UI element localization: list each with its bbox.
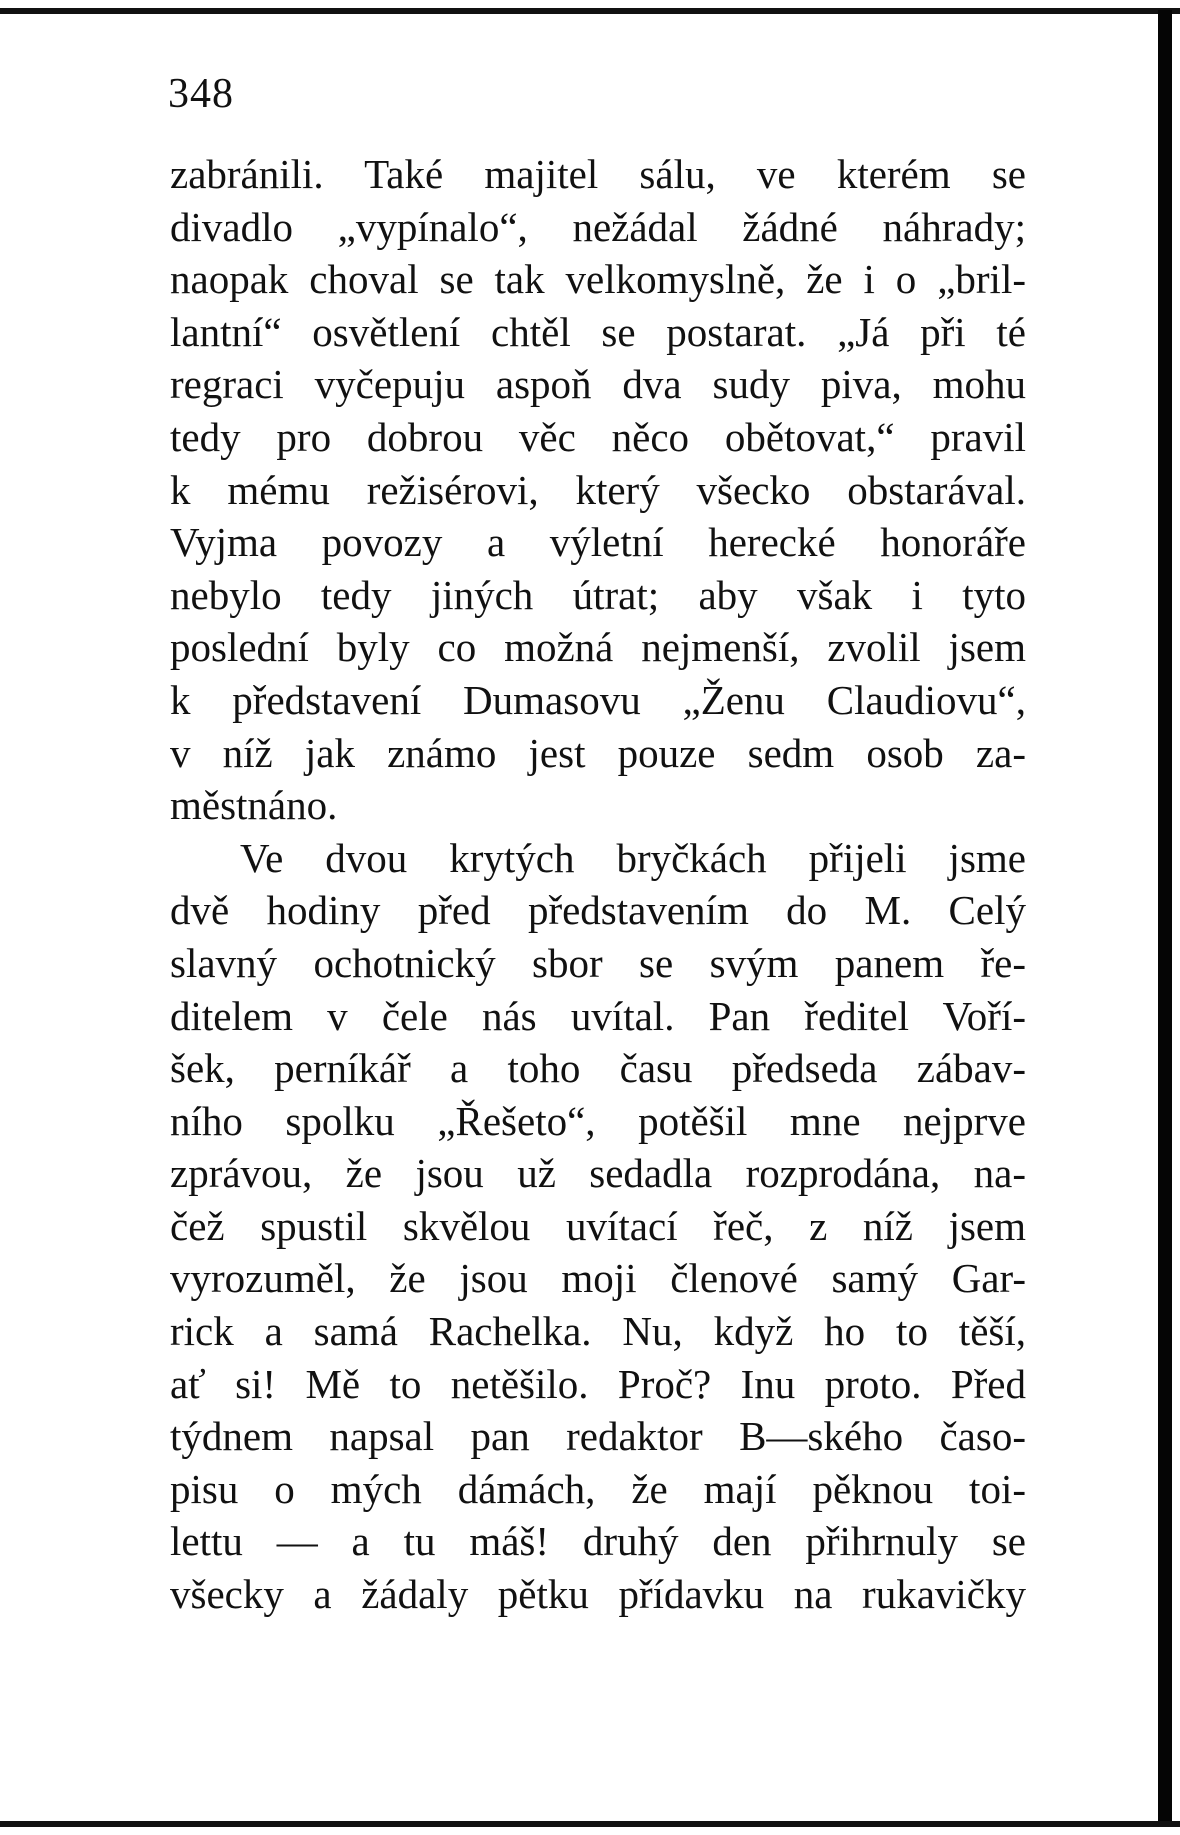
bottom-scan-border: [0, 1821, 1180, 1827]
right-scan-border: [1158, 10, 1172, 1825]
text-line: slavný ochotnický sbor se svým panem ře-: [170, 939, 1026, 986]
text-line: ditelem v čele nás uvítal. Pan ředitel Voří-: [170, 992, 1026, 1039]
page-number: 348: [168, 71, 234, 117]
text-line: tedy pro dobrou věc něco obětovat,“ pravil: [170, 413, 1026, 460]
text-line: k představení Dumasovu „Ženu Claudiovu“,: [170, 676, 1026, 723]
text-line: vyrozuměl, že jsou moji členové samý Gar-: [170, 1255, 1026, 1302]
text-line: dvě hodiny před představením do M. Celý: [170, 887, 1026, 934]
text-line: pisu o mých dámách, že mají pěknou toi-: [170, 1465, 1026, 1512]
text-line: v níž jak známo jest pouze sedm osob za-: [170, 729, 1026, 776]
text-line: ať si! Mě to netěšilo. Proč? Inu proto. Před: [170, 1360, 1026, 1407]
text-line: ního spolku „Řešeto“, potěšil mne nejprve: [170, 1097, 1026, 1144]
paragraph-start-line: Ve dvou krytých bryčkách přijeli jsme: [240, 834, 1026, 881]
text-line: poslední byly co možná nejmenší, zvolil jsem: [170, 624, 1026, 671]
text-line: nebylo tedy jiných útrat; aby však i tyto: [170, 571, 1026, 618]
top-scan-border: [0, 8, 1180, 14]
paragraph-end-line: městnáno.: [170, 782, 338, 829]
text-line: zprávou, že jsou už sedadla rozprodána, na-: [170, 1150, 1026, 1197]
text-line: čež spustil skvělou uvítací řeč, z níž jsem: [170, 1202, 1026, 1249]
body-text: [170, 148, 1026, 1621]
text-line: šek, perníkář a toho času předseda zábav-: [170, 1045, 1026, 1092]
text-line: lantní“ osvětlení chtěl se postarat. „Já při té: [170, 308, 1026, 355]
text-line: lettu — a tu máš! druhý den přihrnuly se: [170, 1518, 1026, 1565]
text-line: zabránili. Také majitel sálu, ve kterém se: [170, 151, 1026, 197]
text-line: Vyjma povozy a výletní herecké honoráře: [170, 519, 1026, 566]
text-line: k mému režisérovi, který všecko obstarával.: [170, 466, 1026, 513]
text-line: týdnem napsal pan redaktor B—ského časo-: [170, 1413, 1026, 1460]
text-line: divadlo „vypínalo“, nežádal žádné náhrady;: [170, 203, 1026, 250]
text-line: naopak choval se tak velkomyslně, že i o „bril-: [170, 256, 1026, 303]
text-line: všecky a žádaly pětku přídavku na rukavičky: [170, 1571, 1026, 1618]
text-line: rick a samá Rachelka. Nu, když ho to těší,: [170, 1308, 1026, 1355]
text-line: regraci vyčepuju aspoň dva sudy piva, mohu: [170, 361, 1026, 408]
